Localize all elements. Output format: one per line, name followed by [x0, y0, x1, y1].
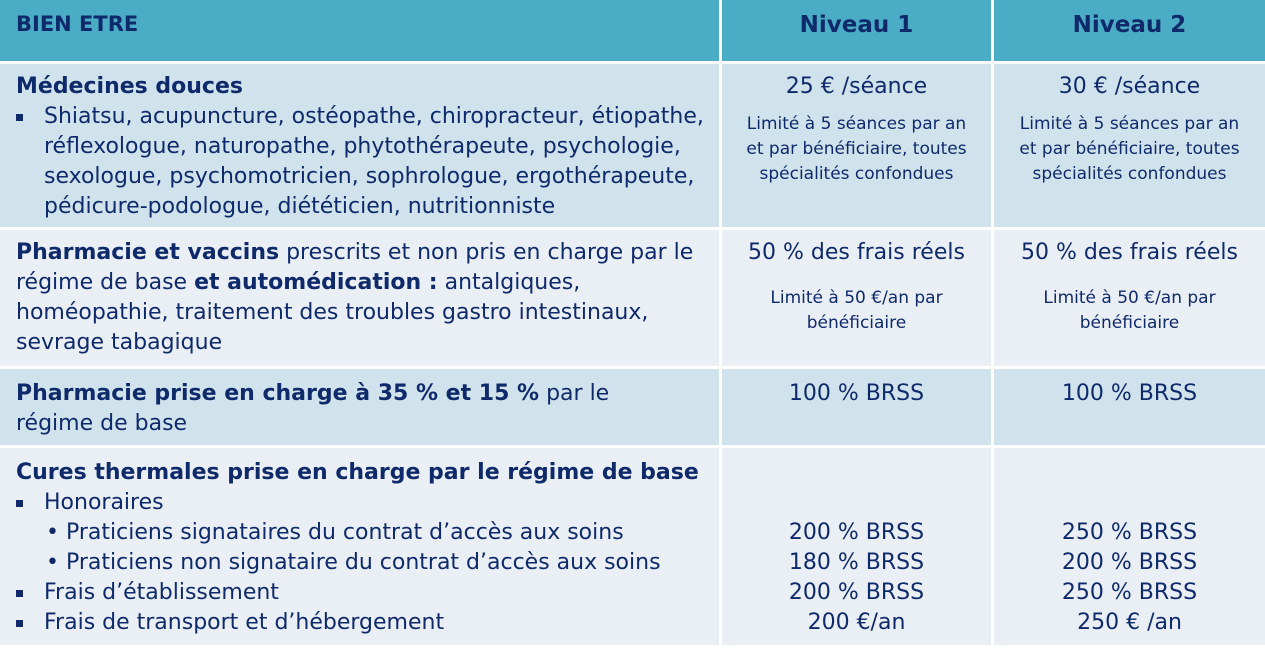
- level-1-value: [722, 230, 994, 369]
- bullet-item: [16, 488, 719, 518]
- square-bullet-icon: [16, 114, 23, 121]
- row-label: [0, 230, 722, 369]
- level-1-value: [722, 369, 994, 448]
- level-2-value: [994, 448, 1265, 645]
- rate-value: 180 % BRSS: [788, 550, 925, 575]
- price-per-session: 25 € /séance: [785, 74, 928, 99]
- bold-text: Pharmacie prise en charge à 35 % et 15 %: [16, 381, 540, 406]
- bullet-line: Honoraires: [44, 490, 164, 515]
- limit-note: spécialités confondues: [1032, 164, 1227, 184]
- header-level-1: Niveau 1: [722, 0, 994, 64]
- bullet-line: Frais de transport et d’hébergement: [44, 610, 445, 635]
- bullet-line: Shiatsu, acupuncture, ostéopathe, chiropracteur, étiopathe,: [44, 104, 704, 129]
- bold-text: et automédication :: [194, 270, 438, 295]
- row-text-line: [16, 379, 719, 409]
- header-category: BIEN ETRE: [0, 0, 722, 64]
- limit-note: spécialités confondues: [759, 164, 954, 184]
- bullet-line: Frais d’établissement: [44, 580, 279, 605]
- bullet-line: sexologue, psychomotricien, sophrologue, ergothérapeute,: [44, 164, 695, 189]
- sub-bullet-line: • Praticiens signataires du contrat d’accès aux soins: [46, 520, 624, 545]
- bullet-item: [16, 608, 719, 638]
- table-row-pharmacie-vaccins: [0, 230, 1265, 369]
- row-text-line: régime de base: [16, 411, 188, 436]
- bullet-item: [16, 102, 719, 222]
- square-bullet-icon: [16, 620, 23, 627]
- reimbursement-rate: 50 % des frais réels: [748, 240, 965, 265]
- sub-bullet-line: • Praticiens non signataire du contrat d’accès aux soins: [46, 550, 661, 575]
- text: par le: [539, 381, 610, 406]
- limit-note: Limité à 50 €/an par: [770, 288, 943, 308]
- rate-value: 250 % BRSS: [1061, 580, 1198, 605]
- limit-note: bénéficiaire: [806, 313, 907, 333]
- table-header-row: [0, 0, 1265, 64]
- rate-value: 200 % BRSS: [788, 580, 925, 605]
- limit-note: Limité à 50 €/an par: [1043, 288, 1216, 308]
- header-level-2: Niveau 2: [994, 0, 1265, 64]
- bullet-line: pédicure-podologue, diététicien, nutritionniste: [44, 194, 556, 219]
- row-text-line: [16, 268, 719, 298]
- level-2-value: [994, 230, 1265, 369]
- limit-note: Limité à 5 séances par an: [746, 114, 967, 134]
- limit-note: Limité à 5 séances par an: [1019, 114, 1240, 134]
- row-text-line: sevrage tabagique: [16, 330, 223, 355]
- row-label: [0, 64, 722, 230]
- text: régime de base: [16, 270, 195, 295]
- square-bullet-icon: [16, 590, 23, 597]
- level-1-value: [722, 64, 994, 230]
- level-1-value: [722, 448, 994, 645]
- rate-value: 200 % BRSS: [788, 520, 925, 545]
- reimbursement-rate: 100 % BRSS: [788, 381, 925, 406]
- limit-note: bénéficiaire: [1079, 313, 1180, 333]
- rate-value: 250 € /an: [1077, 610, 1182, 635]
- reimbursement-rate: 100 % BRSS: [1061, 381, 1198, 406]
- rate-value: 200 €/an: [807, 610, 906, 635]
- level-2-value: [994, 369, 1265, 448]
- limit-note: et par bénéficiaire, toutes: [746, 139, 967, 159]
- table-row-medecines-douces: [0, 64, 1265, 230]
- row-title: Médecines douces: [16, 74, 243, 99]
- bullet-item: [16, 578, 719, 608]
- reimbursement-rate: 50 % des frais réels: [1021, 240, 1238, 265]
- row-text-line: homéopathie, traitement des troubles gastro intestinaux,: [16, 300, 649, 325]
- text: antalgiques,: [437, 270, 581, 295]
- text: prescrits et non pris en charge par le: [279, 240, 694, 265]
- row-label: [0, 448, 722, 645]
- row-label: [0, 369, 722, 448]
- bold-text: Pharmacie et vaccins: [16, 240, 280, 265]
- bullet-line: réflexologue, naturopathe, phytothérapeute, psychologie,: [44, 134, 681, 159]
- row-text-line: [16, 238, 719, 268]
- limit-note: et par bénéficiaire, toutes: [1019, 139, 1240, 159]
- square-bullet-icon: [16, 500, 23, 507]
- row-title: Cures thermales prise en charge par le régime de base: [16, 460, 699, 485]
- rate-value: 250 % BRSS: [1061, 520, 1198, 545]
- level-2-value: [994, 64, 1265, 230]
- price-per-session: 30 € /séance: [1058, 74, 1201, 99]
- table-row-pharmacie-35-15: [0, 369, 1265, 448]
- rate-value: 200 % BRSS: [1061, 550, 1198, 575]
- table-row-cures-thermales: [0, 448, 1265, 645]
